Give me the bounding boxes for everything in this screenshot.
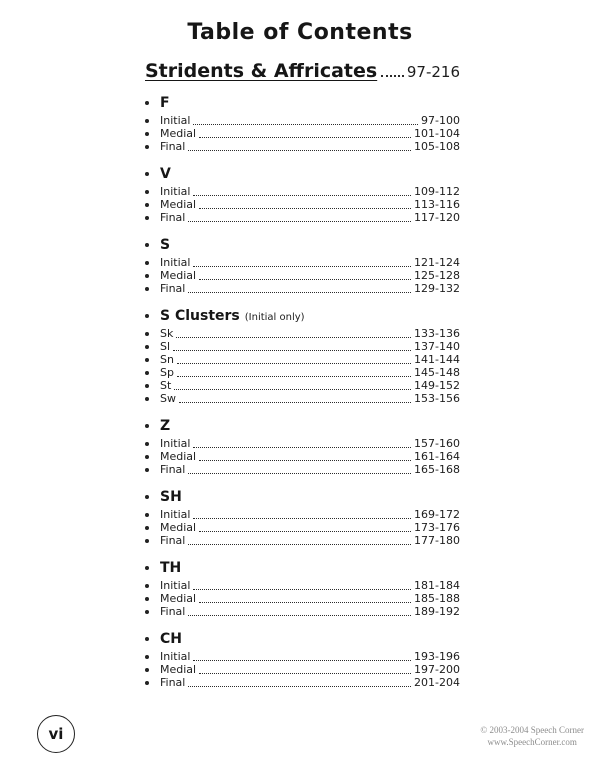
toc-entry-row — [145, 185, 460, 198]
toc-section — [145, 560, 460, 618]
entry-label: Final — [160, 211, 186, 224]
dot-leader — [199, 602, 411, 603]
dot-leader — [199, 137, 411, 138]
section-header-row — [145, 418, 460, 434]
entry-pages: 101-104 — [414, 127, 460, 140]
entry-label: Initial — [160, 437, 191, 450]
dot-leader — [199, 279, 411, 280]
entry-label: Medial — [160, 521, 197, 534]
toc-entry-row — [145, 379, 460, 392]
entry-label: Initial — [160, 579, 191, 592]
dot-leader — [193, 266, 411, 267]
entry-label: Initial — [160, 650, 191, 663]
bullet-icon — [145, 274, 149, 278]
toc-entry-row — [145, 392, 460, 405]
bullet-icon — [145, 358, 149, 362]
entry-pages: 153-156 — [414, 392, 460, 405]
bullet-icon — [145, 243, 149, 247]
entry-pages: 185-188 — [414, 592, 460, 605]
entry-pages: 97-100 — [421, 114, 460, 127]
toc-entry-row — [145, 127, 460, 140]
entry-label: Initial — [160, 185, 191, 198]
bullet-icon — [145, 119, 149, 123]
toc-entry-row — [145, 198, 460, 211]
bullet-icon — [145, 345, 149, 349]
bullet-icon — [145, 190, 149, 194]
section-header-row — [145, 631, 460, 647]
bullet-icon — [145, 526, 149, 530]
entry-pages: 169-172 — [414, 508, 460, 521]
toc-entry-row — [145, 676, 460, 689]
toc-entry-row — [145, 579, 460, 592]
dot-leader — [177, 363, 411, 364]
toc-section — [145, 308, 460, 405]
dot-leader — [193, 195, 411, 196]
entry-pages: 125-128 — [414, 269, 460, 282]
toc-entry-row — [145, 353, 460, 366]
bullet-icon — [145, 332, 149, 336]
dot-leader — [174, 389, 411, 390]
entry-label: Medial — [160, 198, 197, 211]
dot-leader — [188, 686, 411, 687]
bullet-icon — [145, 455, 149, 459]
bullet-icon — [145, 513, 149, 517]
bullet-icon — [145, 424, 149, 428]
toc-sections — [145, 95, 460, 689]
dot-leader — [179, 402, 411, 403]
dot-leader — [188, 292, 411, 293]
bullet-icon — [145, 203, 149, 207]
entry-pages: 193-196 — [414, 650, 460, 663]
dot-leader — [381, 75, 404, 77]
toc-entry-row — [145, 534, 460, 547]
entry-pages: 173-176 — [414, 521, 460, 534]
toc-entry-row — [145, 437, 460, 450]
entry-pages: 121-124 — [414, 256, 460, 269]
section-header-row — [145, 237, 460, 253]
entry-pages: 197-200 — [414, 663, 460, 676]
entry-pages: 117-120 — [414, 211, 460, 224]
toc-heading-pages: 97-216 — [406, 63, 460, 81]
bullet-icon — [145, 397, 149, 401]
toc-content — [145, 60, 460, 702]
bullet-icon — [145, 384, 149, 388]
toc-entry-row — [145, 463, 460, 476]
entry-pages: 109-112 — [414, 185, 460, 198]
entry-pages: 113-116 — [414, 198, 460, 211]
dot-leader — [193, 589, 411, 590]
entry-label: Initial — [160, 508, 191, 521]
section-title: SH — [160, 489, 182, 505]
bullet-icon — [145, 216, 149, 220]
entry-pages: 141-144 — [414, 353, 460, 366]
bullet-icon — [145, 539, 149, 543]
entry-pages: 201-204 — [414, 676, 460, 689]
bullet-icon — [145, 132, 149, 136]
entry-pages: 161-164 — [414, 450, 460, 463]
entry-label: Sl — [160, 340, 171, 353]
toc-section — [145, 489, 460, 547]
toc-entry-row — [145, 508, 460, 521]
section-header-row — [145, 560, 460, 576]
toc-section — [145, 166, 460, 224]
toc-section — [145, 95, 460, 153]
entry-pages: 149-152 — [414, 379, 460, 392]
toc-entry-row — [145, 269, 460, 282]
toc-entry-row — [145, 650, 460, 663]
bullet-icon — [145, 584, 149, 588]
toc-entry-row — [145, 282, 460, 295]
toc-entry-row — [145, 366, 460, 379]
dot-leader — [177, 376, 411, 377]
dot-leader — [199, 460, 411, 461]
dot-leader — [188, 150, 411, 151]
section-header-row — [145, 308, 460, 324]
page-title: Table of Contents — [187, 20, 413, 45]
entry-label: Final — [160, 676, 186, 689]
bullet-icon — [145, 468, 149, 472]
toc-section — [145, 631, 460, 689]
section-title: V — [160, 166, 171, 182]
toc-entry-row — [145, 140, 460, 153]
section-note: (Initial only) — [244, 312, 305, 323]
bullet-icon — [145, 637, 149, 641]
dot-leader — [193, 447, 411, 448]
entry-pages: 145-148 — [414, 366, 460, 379]
toc-entry-row — [145, 521, 460, 534]
entry-pages: 129-132 — [414, 282, 460, 295]
toc-entry-row — [145, 340, 460, 353]
dot-leader — [188, 544, 411, 545]
toc-section — [145, 237, 460, 295]
bullet-icon — [145, 371, 149, 375]
bullet-icon — [145, 172, 149, 176]
toc-entry-row — [145, 256, 460, 269]
section-title: S — [160, 237, 171, 253]
entry-pages: 181-184 — [414, 579, 460, 592]
entry-label: Sk — [160, 327, 174, 340]
dot-leader — [188, 615, 411, 616]
bullet-icon — [145, 101, 149, 105]
bullet-icon — [145, 566, 149, 570]
entry-pages: 137-140 — [414, 340, 460, 353]
section-title: S Clusters — [160, 308, 240, 324]
bullet-icon — [145, 145, 149, 149]
entry-pages: 133-136 — [414, 327, 460, 340]
dot-leader — [188, 473, 411, 474]
bullet-icon — [145, 314, 149, 318]
bullet-icon — [145, 668, 149, 672]
dot-leader — [193, 660, 411, 661]
bullet-icon — [145, 261, 149, 265]
entry-label: Sw — [160, 392, 176, 405]
toc-heading-row — [145, 60, 460, 82]
section-header-row — [145, 489, 460, 505]
toc-section — [145, 418, 460, 476]
entry-pages: 165-168 — [414, 463, 460, 476]
copyright-notice — [480, 724, 584, 748]
entry-label: Medial — [160, 269, 197, 282]
dot-leader — [188, 221, 411, 222]
dot-leader — [193, 124, 418, 125]
toc-entry-row — [145, 327, 460, 340]
page-number-badge: vi — [37, 715, 75, 753]
entry-label: Final — [160, 605, 186, 618]
entry-label: Medial — [160, 127, 197, 140]
dot-leader — [199, 531, 411, 532]
toc-entry-row — [145, 450, 460, 463]
dot-leader — [199, 673, 411, 674]
entry-label: Sp — [160, 366, 174, 379]
bullet-icon — [145, 681, 149, 685]
section-title: F — [160, 95, 170, 111]
entry-label: Sn — [160, 353, 174, 366]
entry-label: Medial — [160, 450, 197, 463]
bullet-icon — [145, 442, 149, 446]
toc-entry-row — [145, 663, 460, 676]
toc-entry-row — [145, 211, 460, 224]
section-title: TH — [160, 560, 182, 576]
entry-label: Final — [160, 534, 186, 547]
entry-label: St — [160, 379, 172, 392]
dot-leader — [193, 518, 411, 519]
section-header-row — [145, 95, 460, 111]
entry-label: Final — [160, 282, 186, 295]
section-title: CH — [160, 631, 182, 647]
dot-leader — [199, 208, 411, 209]
bullet-icon — [145, 495, 149, 499]
entry-label: Final — [160, 463, 186, 476]
entry-label: Medial — [160, 592, 197, 605]
section-title: Z — [160, 418, 171, 434]
copyright-line1: © 2003-2004 Speech Corner — [480, 725, 584, 735]
entry-label: Initial — [160, 256, 191, 269]
section-header-row — [145, 166, 460, 182]
dot-leader — [173, 350, 411, 351]
entry-pages: 189-192 — [414, 605, 460, 618]
toc-entry-row — [145, 592, 460, 605]
entry-label: Medial — [160, 663, 197, 676]
dot-leader — [176, 337, 411, 338]
bullet-icon — [145, 655, 149, 659]
toc-entry-row — [145, 605, 460, 618]
bullet-icon — [145, 610, 149, 614]
copyright-line2: www.SpeechCorner.com — [487, 737, 577, 748]
entry-pages: 105-108 — [414, 140, 460, 153]
bullet-icon — [145, 597, 149, 601]
entry-pages: 157-160 — [414, 437, 460, 450]
entry-label: Initial — [160, 114, 191, 127]
bullet-icon — [145, 287, 149, 291]
entry-pages: 177-180 — [414, 534, 460, 547]
entry-label: Final — [160, 140, 186, 153]
toc-entry-row — [145, 114, 460, 127]
toc-heading-title: Stridents & Affricates — [145, 60, 378, 82]
